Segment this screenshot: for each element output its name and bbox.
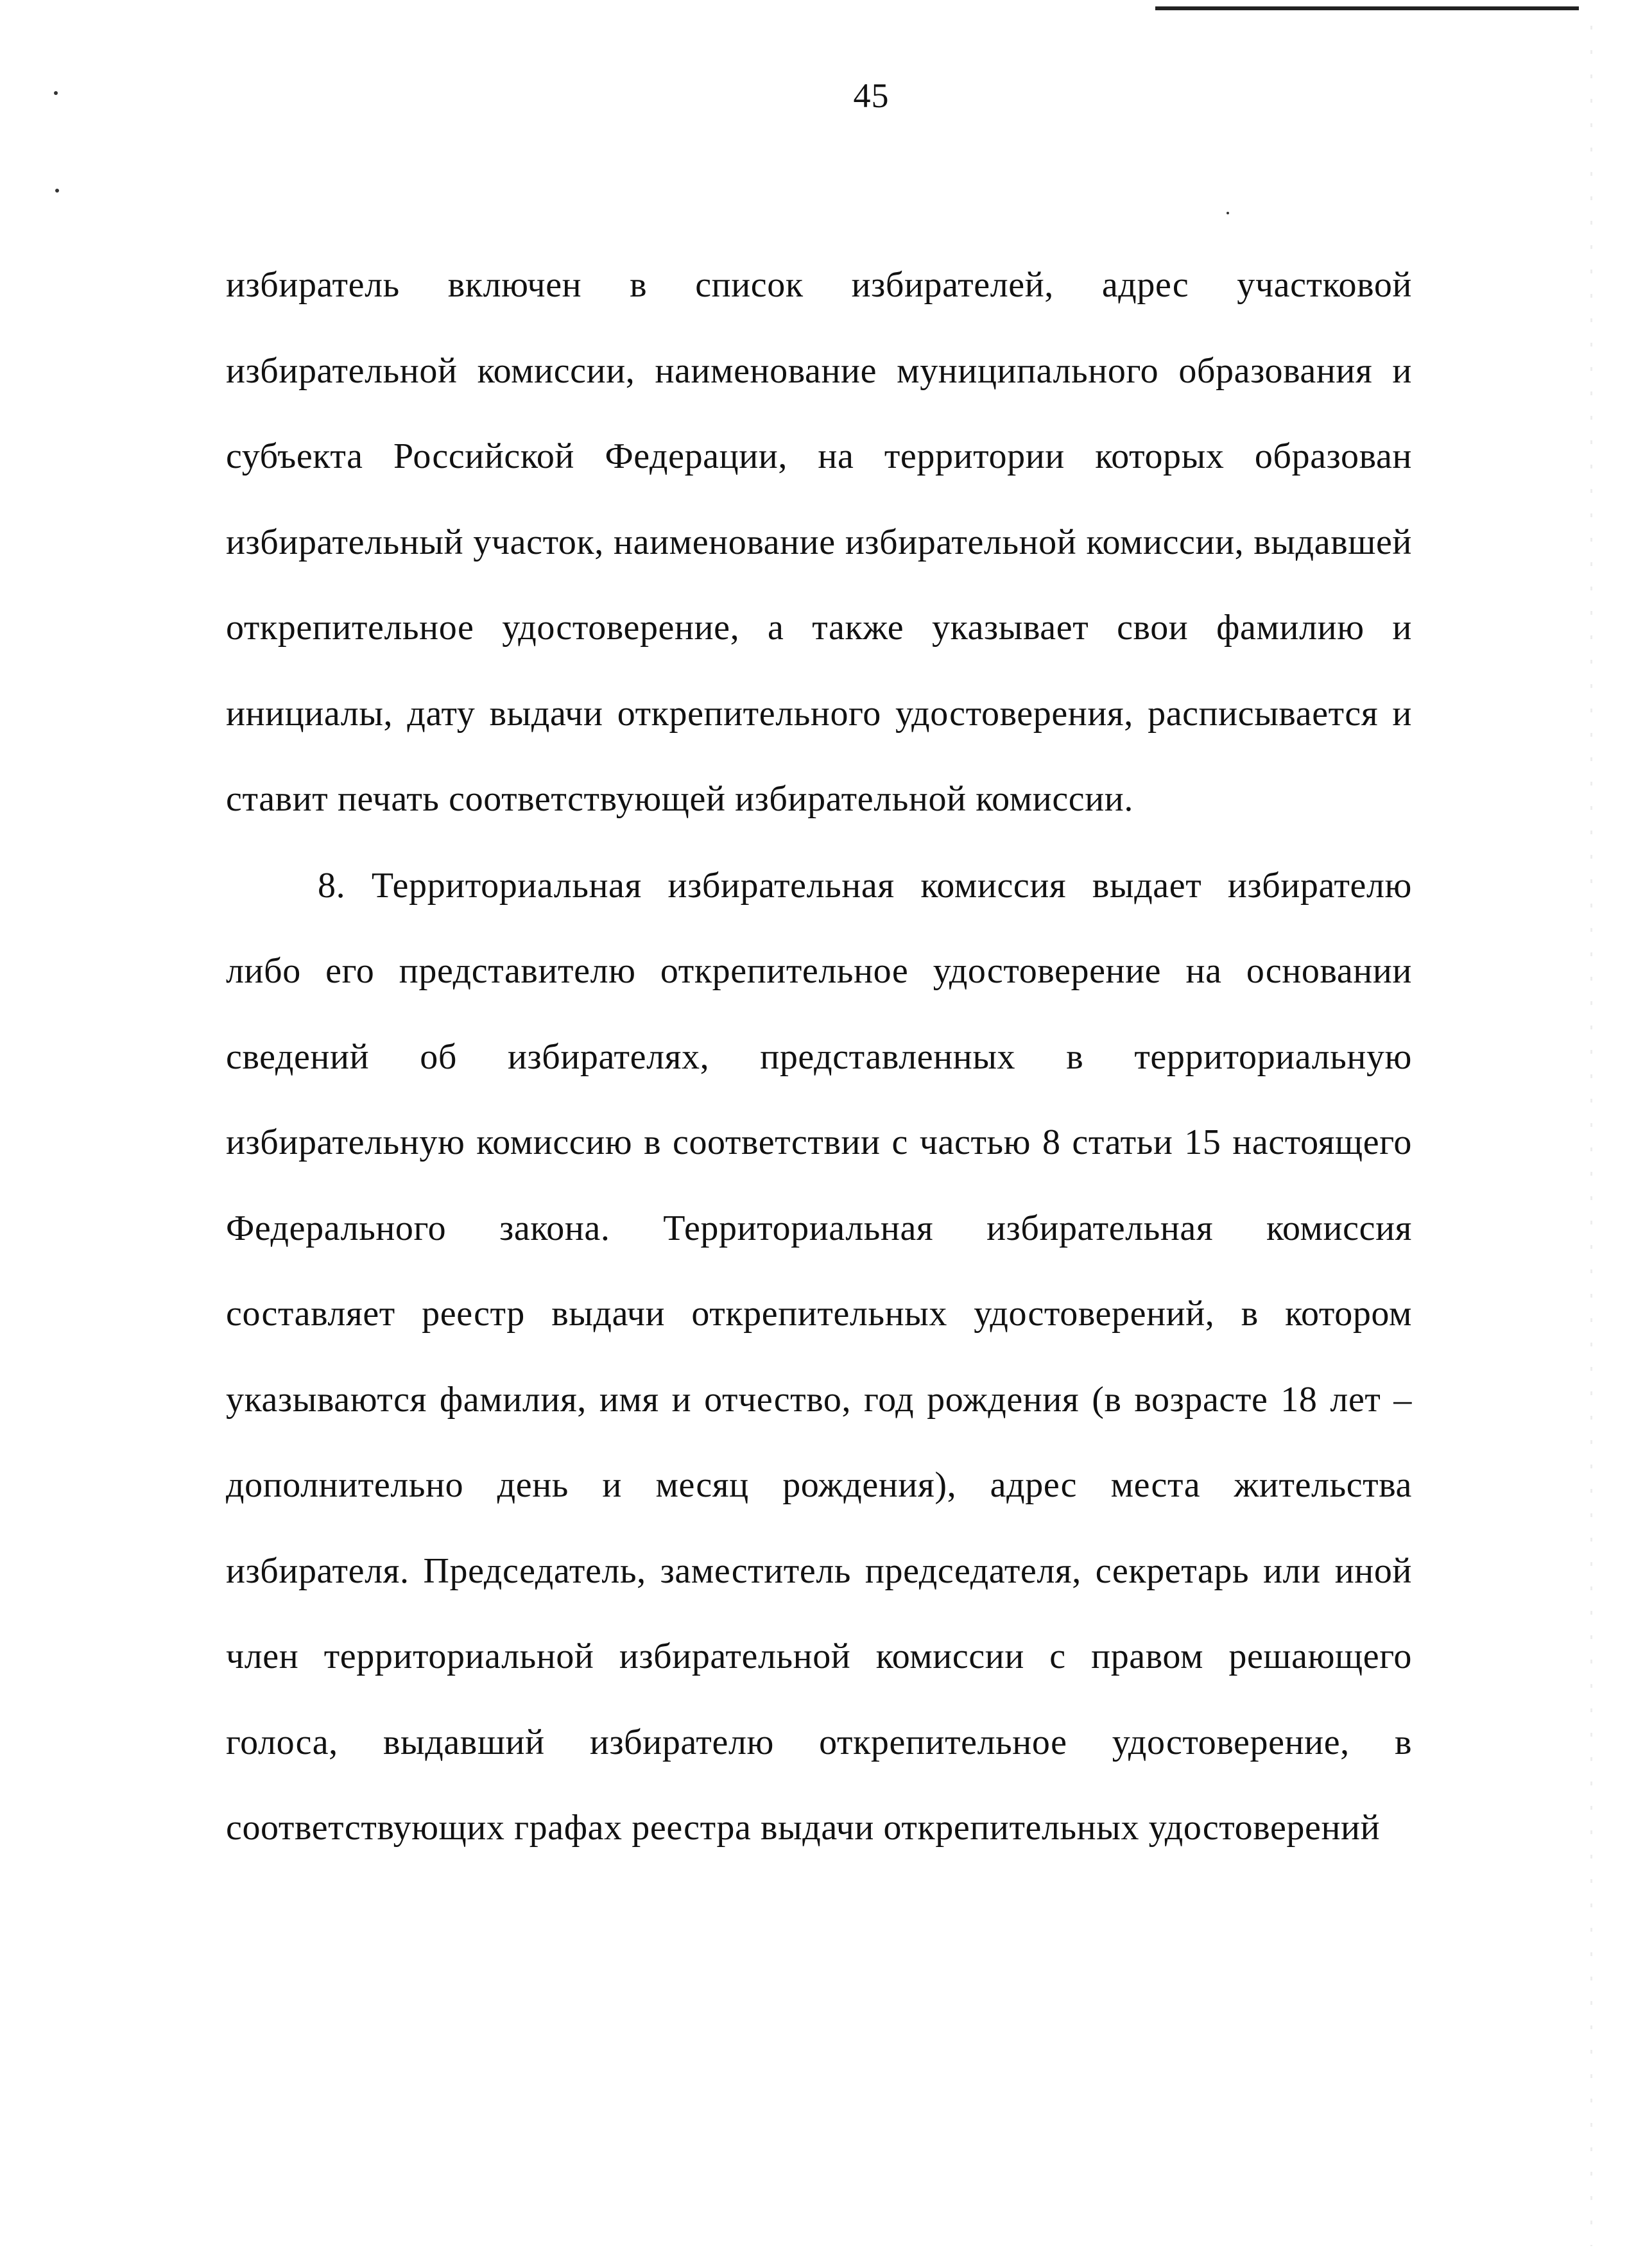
body-text: [226, 243, 1412, 1871]
scan-speck: [1227, 212, 1229, 214]
paragraph-continuation: избиратель включен в список избирателей, адрес участковой избирательной комиссии, наименование муниципального образования и субъекта Российской Федерации, на территории которых образован избирательный участок, наименование избирательной комиссии, выдавшей открепительное удостоверение, а также указывает свои фамилию и инициалы, дату выдачи открепительного удостоверения, расписывается и ставит печать соответствующей избирательной комиссии.: [226, 265, 1412, 819]
scan-edge-noise: [1590, 26, 1592, 2246]
top-edge-rule: [1155, 6, 1579, 10]
page-number: 45: [853, 76, 890, 115]
paragraph-item-8: 8. Территориальная избирательная комиссия выдает избирателю либо его представителю открепительное удостоверение на основании сведений об избирателях, представленных в территориальную избирательную комиссию в соответствии с частью 8 статьи 15 настоящего Федерального закона. Территориальная избирательная комиссия составляет реестр выдачи открепительных удостоверений, в котором указываются фамилия, имя и отчество, год рождения (в возрасте 18 лет – дополнительно день и месяц рождения), адрес места жительства избирателя. Председатель, заместитель председателя, секретарь или иной член территориальной избирательной комиссии с правом решающего голоса, выдавший избирателю открепительное удостоверение, в соответствующих графах реестра выдачи открепительных удостоверений: [226, 865, 1412, 1848]
scan-speck: [55, 189, 59, 193]
